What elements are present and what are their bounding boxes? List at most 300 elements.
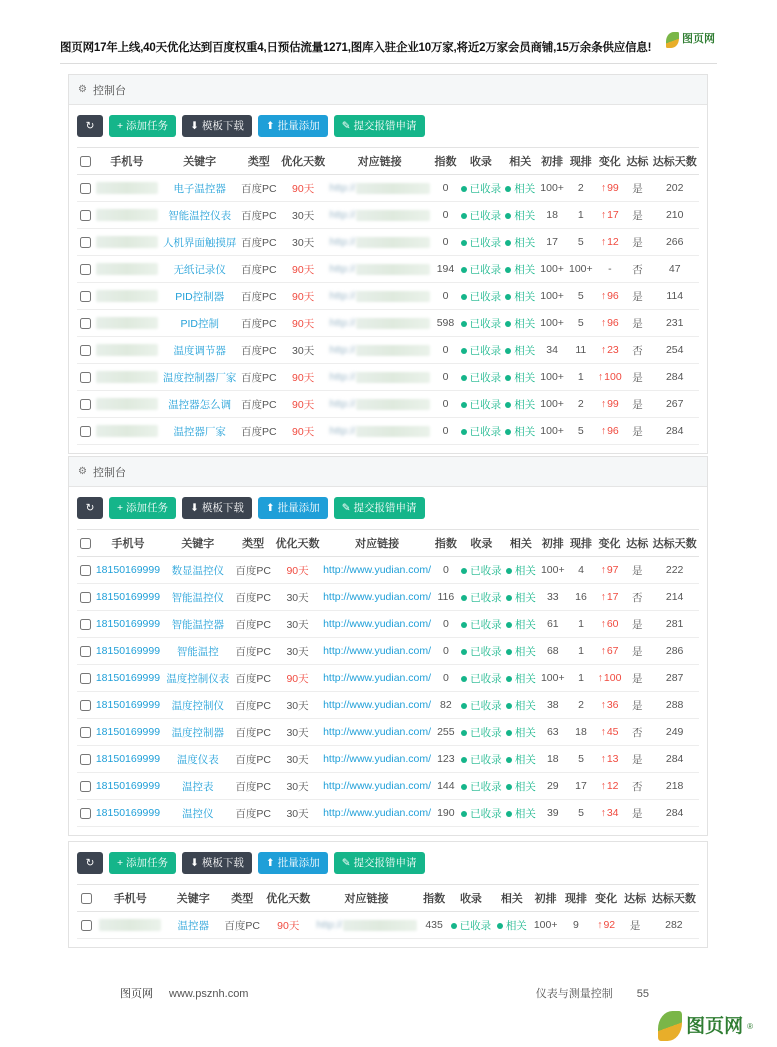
- status-dot: [461, 375, 467, 381]
- cell-link[interactable]: [322, 692, 432, 719]
- status-dot: [461, 730, 467, 736]
- cell-achieved-days: 267: [650, 391, 699, 418]
- row-checkbox[interactable]: [80, 237, 91, 248]
- cell-phone: [93, 665, 162, 692]
- batch-add-button[interactable]: [258, 852, 328, 874]
- cell-type: 百度PC: [239, 229, 279, 256]
- keyword-link[interactable]: 数显温控仪: [171, 564, 225, 577]
- cell-related: [503, 611, 538, 638]
- change-value: ↑ 45: [601, 726, 619, 738]
- link-value[interactable]: http://www.yudian.com/: [323, 618, 432, 630]
- cell-achieved: 否: [624, 773, 650, 800]
- link-value[interactable]: http://www.yudian.com/: [323, 753, 432, 765]
- cell-achieved: 否: [624, 337, 650, 364]
- cell-current-rank: 5: [567, 800, 595, 827]
- refresh-icon: ↻: [85, 502, 95, 514]
- cell-link[interactable]: [327, 256, 432, 283]
- link-value[interactable]: http://: [329, 425, 356, 437]
- table-row: [77, 391, 699, 418]
- cell-keyword[interactable]: [163, 557, 233, 584]
- cell-related: [503, 256, 538, 283]
- cell-keyword[interactable]: [161, 283, 239, 310]
- keyword-link[interactable]: 智能温控仪: [171, 591, 225, 604]
- change-value: ↑ 96: [601, 425, 619, 437]
- row-checkbox[interactable]: [80, 808, 91, 819]
- phone-value: 18150169999: [95, 672, 161, 684]
- link-value[interactable]: http://www.yudian.com/: [323, 645, 432, 657]
- keyword-link[interactable]: 智能温控仪表: [168, 209, 232, 222]
- th-related: 相关: [503, 148, 538, 175]
- template-download-label: 模板下载: [201, 857, 244, 869]
- cell-link[interactable]: [327, 364, 432, 391]
- change-value: ↑ 23: [601, 344, 619, 356]
- cell-included: [459, 256, 503, 283]
- keyword-link[interactable]: PID控制: [180, 317, 219, 330]
- status-dot: [506, 676, 512, 682]
- refresh-button[interactable]: [77, 852, 103, 874]
- select-all-header[interactable]: [77, 530, 93, 557]
- related-label: 相关: [514, 807, 536, 820]
- row-select-cell[interactable]: [77, 638, 93, 665]
- status-dot: [506, 568, 512, 574]
- select-all-header[interactable]: [77, 885, 95, 912]
- keyword-link[interactable]: 温控器: [177, 919, 209, 932]
- cell-days: [273, 719, 322, 746]
- cell-link[interactable]: [313, 912, 419, 939]
- row-select-cell[interactable]: [77, 202, 93, 229]
- cell-link[interactable]: [327, 283, 432, 310]
- table-header-row: [77, 148, 699, 175]
- related-label: 相关: [514, 344, 536, 357]
- change-value: ↑ 12: [601, 236, 619, 248]
- cell-index: 0: [432, 611, 459, 638]
- cell-first-rank: 100+: [538, 557, 567, 584]
- row-select-cell[interactable]: [77, 283, 93, 310]
- included-label: 已收录: [469, 398, 502, 411]
- cell-type: 百度PC: [233, 665, 273, 692]
- link-value[interactable]: http://www.yudian.com/: [323, 807, 432, 819]
- cell-days: [273, 746, 322, 773]
- related-label: 相关: [514, 591, 536, 604]
- cell-link[interactable]: [322, 584, 432, 611]
- included-label: 已收录: [469, 344, 502, 357]
- status-dot: [461, 267, 467, 273]
- link-value[interactable]: http://: [329, 317, 356, 329]
- batch-add-button[interactable]: [258, 115, 328, 137]
- cell-current-rank: 5: [566, 310, 595, 337]
- pencil-icon: ✎: [341, 120, 351, 132]
- cell-index: 0: [432, 175, 459, 202]
- masked-phone: [96, 425, 158, 437]
- cell-days: [263, 912, 313, 939]
- masked-link: [356, 426, 430, 437]
- table-row: [77, 310, 699, 337]
- cell-keyword[interactable]: [163, 800, 233, 827]
- row-select-cell[interactable]: [77, 773, 93, 800]
- cell-keyword[interactable]: [161, 391, 239, 418]
- cell-related: [503, 557, 538, 584]
- status-dot: [505, 294, 511, 300]
- link-value[interactable]: http://: [329, 290, 356, 302]
- cell-link[interactable]: [327, 391, 432, 418]
- link-value[interactable]: http://: [329, 209, 356, 221]
- keyword-link[interactable]: PID控制器: [175, 290, 225, 303]
- cell-included: [459, 337, 503, 364]
- cell-link[interactable]: [327, 202, 432, 229]
- cell-type: 百度PC: [221, 912, 263, 939]
- cell-achieved: 是: [624, 557, 650, 584]
- cell-index: 0: [432, 557, 459, 584]
- keyword-link[interactable]: 电子温控器: [173, 182, 226, 195]
- cell-achieved: 否: [624, 584, 650, 611]
- cell-index: 0: [432, 202, 459, 229]
- select-all-checkbox[interactable]: [80, 156, 91, 167]
- report-error-button[interactable]: [334, 115, 425, 137]
- th-days: 优化天数: [263, 885, 313, 912]
- cell-keyword[interactable]: [163, 584, 233, 611]
- th-phone: 手机号: [95, 885, 165, 912]
- upload-icon: ⬆: [265, 502, 275, 514]
- change-value: ↑ 12: [601, 780, 619, 792]
- row-checkbox[interactable]: [80, 565, 91, 576]
- link-value[interactable]: http://: [329, 263, 356, 275]
- cell-type: 百度PC: [233, 773, 273, 800]
- th-change: 变化: [591, 885, 622, 912]
- batch-add-label: 批量添加: [277, 120, 320, 132]
- related-label: 相关: [514, 371, 536, 384]
- cell-index: 82: [432, 692, 459, 719]
- cell-keyword[interactable]: [161, 310, 239, 337]
- th-related: 相关: [493, 885, 530, 912]
- th-change: 变化: [595, 148, 624, 175]
- cell-link[interactable]: [322, 611, 432, 638]
- link-value[interactable]: http://www.yudian.com/: [323, 780, 432, 792]
- cell-change: [595, 337, 624, 364]
- link-value[interactable]: http://www.yudian.com/: [323, 699, 432, 711]
- row-checkbox[interactable]: [80, 183, 91, 194]
- phone-value: 18150169999: [95, 726, 161, 738]
- row-select-cell[interactable]: [77, 611, 93, 638]
- row-select-cell[interactable]: [77, 692, 93, 719]
- row-select-cell[interactable]: [77, 337, 93, 364]
- status-dot: [461, 811, 467, 817]
- status-dot: [506, 730, 512, 736]
- row-checkbox[interactable]: [80, 372, 91, 383]
- keyword-link[interactable]: 温度控制仪: [171, 699, 225, 712]
- row-select-cell[interactable]: [77, 229, 93, 256]
- row-checkbox[interactable]: [80, 426, 91, 437]
- cell-keyword[interactable]: [161, 229, 239, 256]
- related-label: 相关: [514, 209, 536, 222]
- row-select-cell[interactable]: [77, 418, 93, 445]
- included-label: 已收录: [459, 919, 492, 932]
- cell-link[interactable]: [322, 665, 432, 692]
- cell-current-rank: 11: [566, 337, 595, 364]
- cell-days: [273, 800, 322, 827]
- cell-keyword[interactable]: [163, 665, 233, 692]
- cell-link[interactable]: [322, 746, 432, 773]
- keyword-link[interactable]: 智能温控器: [171, 618, 225, 631]
- cell-link[interactable]: [322, 638, 432, 665]
- cell-included: [459, 283, 503, 310]
- cell-change: [595, 584, 624, 611]
- included-label: 已收录: [470, 645, 502, 658]
- row-select-cell[interactable]: [77, 364, 93, 391]
- table-body-1: [77, 175, 699, 445]
- link-value[interactable]: http://www.yudian.com/: [323, 564, 432, 576]
- footer-left: [120, 985, 248, 1001]
- banner-text: 图页网17年上线,40天优化达到百度权重4,日预估流量1271,图库入驻企业10万家,将近2万家会员商铺,15万余条供应信息!: [60, 41, 652, 54]
- status-dot: [505, 402, 511, 408]
- cell-link[interactable]: [327, 175, 432, 202]
- keyword-link[interactable]: 温度控制器厂家: [162, 371, 237, 384]
- row-checkbox[interactable]: [80, 210, 91, 221]
- keyword-link[interactable]: 人机界面触摸屏: [162, 236, 237, 249]
- row-select-cell[interactable]: [77, 310, 93, 337]
- change-value: -: [608, 263, 612, 275]
- cell-type: 百度PC: [239, 202, 279, 229]
- row-checkbox[interactable]: [80, 291, 91, 302]
- cell-type: 百度PC: [239, 364, 279, 391]
- keyword-link[interactable]: 无纸记录仪: [173, 263, 226, 276]
- cell-keyword[interactable]: [161, 202, 239, 229]
- cell-keyword[interactable]: [161, 175, 239, 202]
- th-keyword: 关键字: [165, 885, 221, 912]
- change-value: ↑ 60: [601, 618, 619, 630]
- keyword-link[interactable]: 温控仪: [182, 807, 214, 820]
- cell-days: [279, 364, 327, 391]
- row-checkbox[interactable]: [80, 345, 91, 356]
- refresh-button[interactable]: [77, 497, 103, 519]
- cell-days: [279, 283, 327, 310]
- cell-phone: [93, 611, 162, 638]
- row-checkbox[interactable]: [80, 619, 91, 630]
- row-select-cell[interactable]: [77, 256, 93, 283]
- cell-first-rank: 29: [538, 773, 567, 800]
- th-type: 类型: [239, 148, 279, 175]
- keyword-link[interactable]: 智能温控: [176, 645, 219, 658]
- th-achieved: 达标: [624, 148, 650, 175]
- th-current-rank: 现排: [561, 885, 591, 912]
- change-value: ↑ 99: [601, 182, 619, 194]
- add-task-button[interactable]: + 添加任务: [109, 497, 176, 519]
- cell-keyword[interactable]: [163, 719, 233, 746]
- template-download-button[interactable]: [182, 852, 252, 874]
- cell-phone: [93, 202, 160, 229]
- row-checkbox[interactable]: [80, 646, 91, 657]
- cell-type: 百度PC: [233, 584, 273, 611]
- masked-link: [356, 291, 430, 302]
- masked-phone: [96, 263, 158, 275]
- cell-current-rank: 5: [566, 283, 595, 310]
- link-value[interactable]: http://www.yudian.com/: [323, 726, 432, 738]
- cell-link[interactable]: [327, 418, 432, 445]
- row-select-cell[interactable]: [77, 746, 93, 773]
- cell-first-rank: 100+: [538, 175, 567, 202]
- keyword-link[interactable]: 温度仪表: [176, 753, 219, 766]
- cell-related: [503, 692, 538, 719]
- cell-days: [279, 418, 327, 445]
- days-value: 90天: [286, 672, 309, 685]
- link-value[interactable]: http://: [329, 371, 356, 383]
- cell-achieved: 是: [624, 364, 650, 391]
- cell-included: [459, 391, 503, 418]
- keyword-link[interactable]: 温度控制仪表: [166, 672, 230, 685]
- keyword-link[interactable]: 温控器怎么调: [168, 398, 232, 411]
- row-checkbox[interactable]: [80, 592, 91, 603]
- row-checkbox[interactable]: [80, 781, 91, 792]
- cell-keyword[interactable]: [163, 746, 233, 773]
- template-download-button[interactable]: [182, 497, 252, 519]
- cell-included: [459, 800, 503, 827]
- cell-phone: [93, 310, 160, 337]
- download-icon: ⬇: [190, 857, 199, 869]
- related-label: 相关: [514, 672, 536, 685]
- phone-value: 18150169999: [95, 699, 161, 711]
- link-value[interactable]: http://: [329, 182, 356, 194]
- cell-link[interactable]: [322, 800, 432, 827]
- masked-phone: [99, 919, 161, 931]
- cell-link[interactable]: [327, 229, 432, 256]
- row-select-cell[interactable]: [77, 800, 93, 827]
- th-link: 对应链接: [313, 885, 419, 912]
- refresh-button[interactable]: [77, 115, 103, 137]
- cell-first-rank: 100+: [538, 256, 567, 283]
- row-checkbox[interactable]: [80, 318, 91, 329]
- report-error-button[interactable]: [334, 497, 425, 519]
- masked-link: [356, 183, 430, 194]
- select-all-checkbox[interactable]: [80, 538, 91, 549]
- row-checkbox[interactable]: [80, 399, 91, 410]
- row-select-cell[interactable]: [77, 175, 93, 202]
- included-label: 已收录: [469, 425, 502, 438]
- masked-link: [343, 920, 417, 931]
- keyword-link[interactable]: 温控表: [182, 780, 214, 793]
- included-label: 已收录: [469, 182, 502, 195]
- select-all-header[interactable]: [77, 148, 93, 175]
- row-select-cell[interactable]: [77, 557, 93, 584]
- cell-keyword[interactable]: [161, 364, 239, 391]
- cell-keyword[interactable]: [163, 638, 233, 665]
- th-type: 类型: [233, 530, 273, 557]
- keyword-link[interactable]: 温度控制器: [171, 726, 225, 739]
- cell-achieved: 是: [624, 391, 650, 418]
- masked-link: [356, 264, 430, 275]
- batch-add-label: 批量添加: [277, 857, 320, 869]
- th-link: 对应链接: [327, 148, 432, 175]
- cell-included: [459, 746, 503, 773]
- cell-included: [459, 773, 503, 800]
- task-table-2: [77, 529, 699, 827]
- cell-keyword[interactable]: [163, 692, 233, 719]
- row-select-cell[interactable]: [77, 912, 95, 939]
- table-row: [77, 611, 699, 638]
- cell-achieved: 是: [624, 229, 650, 256]
- cell-achieved-days: 249: [650, 719, 699, 746]
- cell-days: [273, 665, 322, 692]
- cell-link[interactable]: [322, 719, 432, 746]
- cell-keyword[interactable]: [161, 337, 239, 364]
- row-checkbox[interactable]: [80, 700, 91, 711]
- status-dot: [461, 568, 467, 574]
- cell-link[interactable]: [327, 337, 432, 364]
- masked-link: [356, 210, 430, 221]
- row-select-cell[interactable]: [77, 665, 93, 692]
- row-checkbox[interactable]: [80, 673, 91, 684]
- included-label: 已收录: [470, 672, 502, 685]
- cell-first-rank: 100+: [538, 418, 567, 445]
- row-checkbox[interactable]: [80, 727, 91, 738]
- link-value[interactable]: http://www.yudian.com/: [323, 591, 432, 603]
- upload-icon: ⬆: [265, 120, 275, 132]
- row-checkbox[interactable]: [80, 754, 91, 765]
- status-dot: [506, 784, 512, 790]
- cell-achieved: 是: [624, 611, 650, 638]
- cell-achieved-days: 284: [650, 800, 699, 827]
- cell-related: [503, 746, 538, 773]
- cell-link[interactable]: [327, 310, 432, 337]
- cell-days: [279, 229, 327, 256]
- cell-achieved: 是: [624, 175, 650, 202]
- cell-change: [595, 256, 624, 283]
- cell-keyword[interactable]: [161, 256, 239, 283]
- cell-related: [503, 229, 538, 256]
- cell-achieved: 是: [624, 418, 650, 445]
- related-label: 相关: [514, 726, 536, 739]
- cell-achieved-days: 284: [650, 364, 699, 391]
- cell-keyword[interactable]: [163, 773, 233, 800]
- masked-link: [356, 237, 430, 248]
- link-value[interactable]: http://www.yudian.com/: [323, 672, 432, 684]
- cell-keyword[interactable]: [165, 912, 221, 939]
- add-task-button[interactable]: + 添加任务: [109, 852, 176, 874]
- cell-achieved-days: 282: [649, 912, 699, 939]
- cell-keyword[interactable]: [161, 418, 239, 445]
- days-value: 30天: [286, 807, 309, 820]
- cell-index: 190: [432, 800, 459, 827]
- change-value: ↑ 96: [601, 317, 619, 329]
- row-checkbox[interactable]: [81, 920, 92, 931]
- select-all-checkbox[interactable]: [81, 893, 92, 904]
- keyword-link[interactable]: 温控器厂家: [173, 425, 226, 438]
- link-value[interactable]: http://: [329, 398, 356, 410]
- row-select-cell[interactable]: [77, 719, 93, 746]
- banner-logo: [666, 32, 715, 48]
- th-phone: 手机号: [93, 148, 160, 175]
- template-download-button[interactable]: [182, 115, 252, 137]
- report-error-button[interactable]: [334, 852, 425, 874]
- link-value[interactable]: http://: [329, 344, 356, 356]
- keyword-link[interactable]: 温度调节器: [173, 344, 226, 357]
- cell-link[interactable]: [322, 773, 432, 800]
- cell-days: [273, 611, 322, 638]
- row-checkbox[interactable]: [80, 264, 91, 275]
- cell-keyword[interactable]: [163, 611, 233, 638]
- related-label: 相关: [514, 699, 536, 712]
- row-select-cell[interactable]: [77, 584, 93, 611]
- cell-link[interactable]: [322, 557, 432, 584]
- batch-add-button[interactable]: [258, 497, 328, 519]
- batch-add-label: 批量添加: [277, 502, 320, 514]
- included-label: 已收录: [470, 753, 502, 766]
- link-value[interactable]: http://: [316, 919, 343, 931]
- add-task-button[interactable]: + 添加任务: [109, 115, 176, 137]
- link-value[interactable]: http://: [329, 236, 356, 248]
- row-select-cell[interactable]: [77, 391, 93, 418]
- cell-included: [459, 719, 503, 746]
- cell-first-rank: 68: [538, 638, 567, 665]
- cell-type: 百度PC: [239, 337, 279, 364]
